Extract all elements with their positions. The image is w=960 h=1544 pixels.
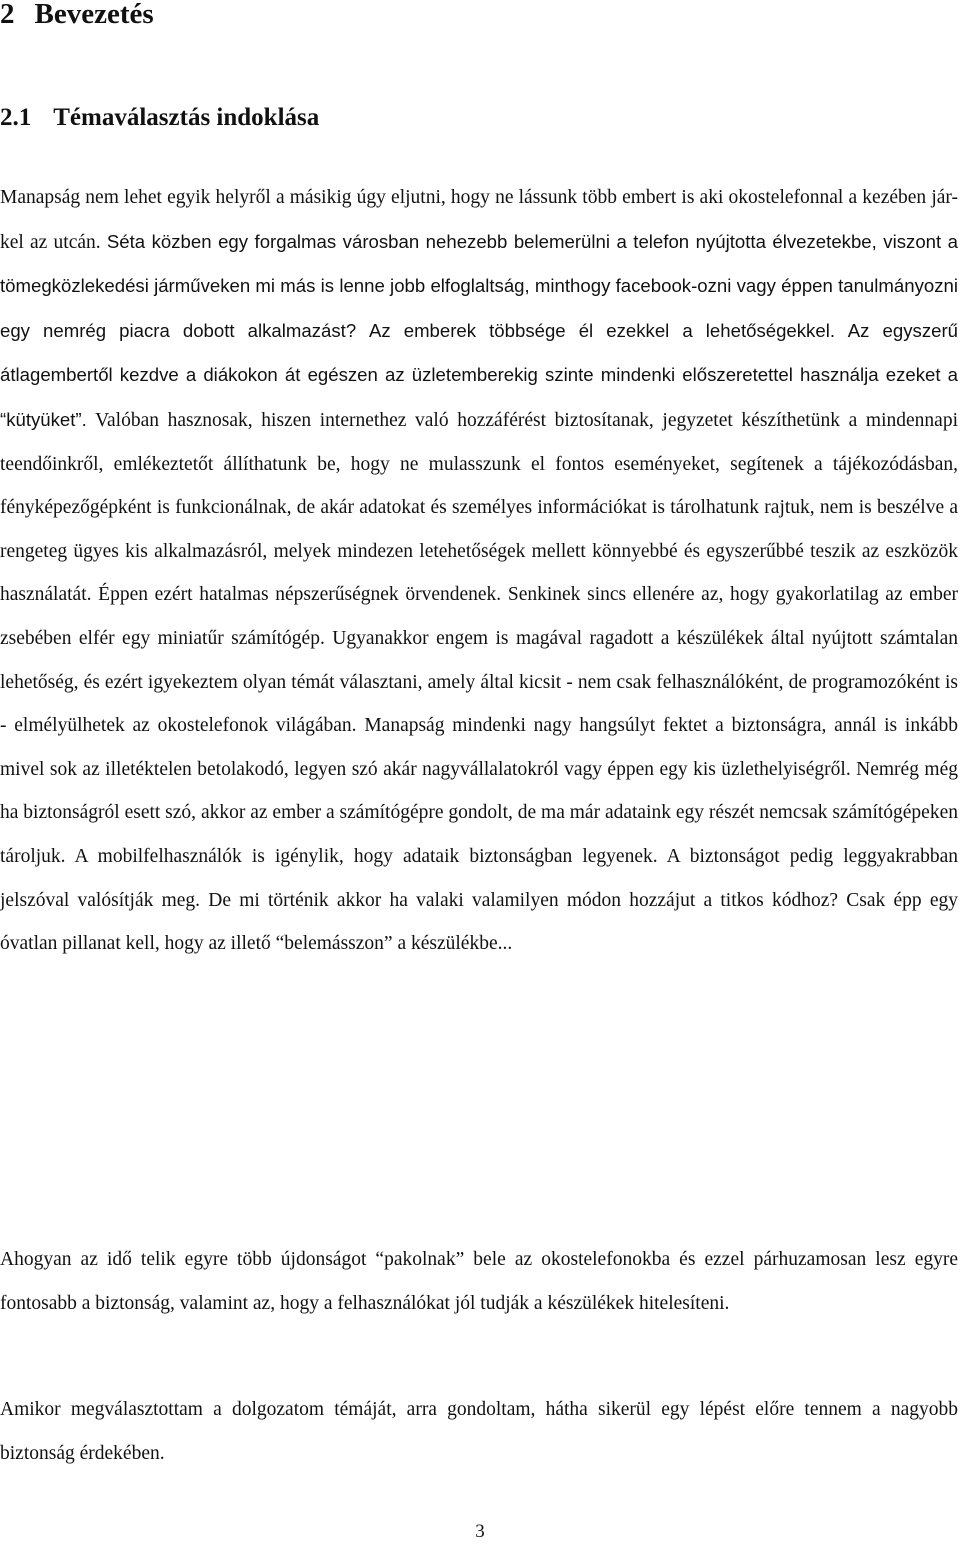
chapter-number: 2	[0, 0, 15, 30]
chapter-heading	[0, 0, 154, 34]
paragraph-1-sans-sentence-2: Séta közben egy forgalmas városban nehezebb belemerülni a telefon nyújtotta élvezetekbe, viszont a tömegközlekedési járműveken mi más is lenne jobb elfoglaltság, minthogy facebook-ozni vagy éppen tanulmányozni egy nemrég piacra dobott alkalmazást?	[0, 230, 959, 341]
section-title: Témaválasztás indoklása	[53, 104, 320, 131]
section-heading	[0, 100, 319, 136]
section-number: 2.1	[0, 104, 32, 131]
chapter-title: Bevezetés	[34, 0, 154, 30]
body-paragraph-3: Amikor megválasztottam a dolgozatom témáját, arra gondoltam, hátha sikerül egy lépést előre tennem a nagyobb biztonság érdekében.	[0, 1399, 958, 1464]
body-paragraph-1	[0, 176, 958, 966]
paragraph-1-sans-sentence-4: Az egyszerű átlagembertől kezdve a diákokon át egészen az üzletemberekig szinte mindenki előszeretettel használja ezeket a “kütyüket”.	[0, 319, 958, 430]
page-number: 3	[475, 1521, 485, 1542]
paragraph-1-rest: Valóban hasznosak, hiszen internethez való hozzáférést biztosítanak, jegyzetet készíthetünk a mindennapi teendőinkről, emlékeztetőt állíthatunk be, hogy ne mulasszunk el fontos eseményeket, segítenek a tájékozódásban, fényképezőgépként is funkcionálnak, de akár adatokat és személyes információkat is tárolhatunk rajtuk, nem is beszélve a rengeteg ügyes kis alkalmazásról, melyek mindezen letehetőségek mellett könnyebbé és egyszerűbbé teszik az eszközök használatát. Éppen ezért hatalmas népszerűségnek örvendenek. Senkinek sincs ellenére az, hogy gyakorlatilag az ember zsebében elfér egy miniatűr számítógép. Ugyanakkor engem is magával ragadott a készülékek által nyújtott számtalan lehetőség, és ezért igyekeztem olyan témát választani, amely által kicsit - nem csak felhasználóként, de programozóként is - elmélyülhetek az okostelefonok világában. Manapság mindenki nagy hangsúlyt fektet a biztonságra, annál is inkább mivel sok az illetéktelen betolakodó, legyen szó akár nagyvállalatokról vagy éppen egy kis üzlethelyiségről. Nemrég még ha biztonságról esett szó, akkor az ember a számítógépre gondolt, de ma már adataink egy részét nemcsak számítógépeken tároljuk. A mobilfelhasználók is igénylik, hogy adataik biztonságban legyenek. A biztonságot pedig leggyakrabban jelszóval valósítják meg. De mi történik akkor ha valaki valamilyen módon hozzájut a titkos kódhoz? Csak épp egy óvatlan pillanat kell, hogy az illető “belemásszon” a készülékbe...	[0, 409, 958, 955]
paragraph-1-sans-sentence-3: Az emberek többsége él ezekkel a lehetőségekkel.	[368, 319, 835, 341]
body-paragraph-2: Ahogyan az idő telik egyre több újdonságot “pakolnak” bele az okostelefonokba és ezzel párhuzamosan lesz egyre fontosabb a biztonság, valamint az, hogy a felhasználókat jól tudják a készülékek hitelesíteni.	[0, 1249, 958, 1314]
paragraph-1-sentence-1: Manapság nem lehet egyik helyről a másikig úgy eljutni, hogy ne lássunk több embert is aki okostelefonnal a kezében jár-kel az utcán.	[0, 187, 958, 253]
